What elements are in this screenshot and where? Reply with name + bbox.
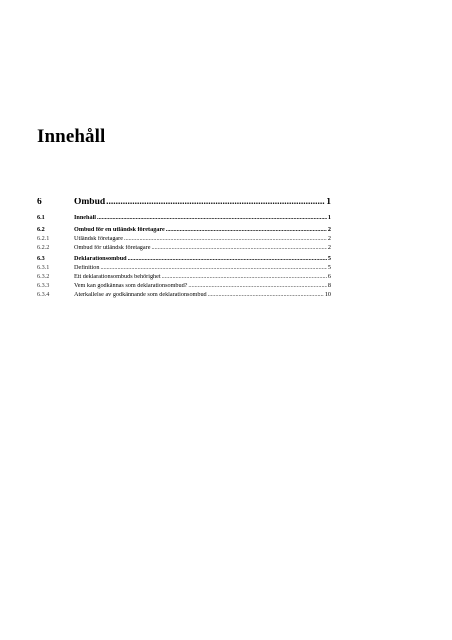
toc-entry[interactable] xyxy=(37,265,331,271)
toc-entry-title: Återkallelse av godkännande som deklarationsombud xyxy=(74,292,207,298)
toc-entry-page: 5 xyxy=(327,256,331,262)
toc-entry-title: Vem kan godkännas som deklarationsombud? xyxy=(74,283,188,289)
toc-entry[interactable] xyxy=(37,215,331,221)
toc-entry-number: 6.2.2 xyxy=(37,245,50,251)
toc-entry[interactable] xyxy=(37,283,331,289)
toc-leader-dots xyxy=(100,265,326,271)
toc-entry[interactable] xyxy=(37,292,331,298)
toc-entry-title: Deklarationsombud xyxy=(74,256,127,262)
toc-leader-dots xyxy=(124,236,327,242)
toc-entry[interactable] xyxy=(37,256,331,262)
toc-entry-page: 8 xyxy=(327,283,331,289)
page-heading: Innehåll xyxy=(37,126,106,147)
toc-leader-dots xyxy=(162,274,327,280)
toc-entry-title: Innehåll xyxy=(74,215,97,221)
toc-leader-dots xyxy=(151,245,326,251)
toc-entry[interactable] xyxy=(37,227,331,233)
toc-entry-title: Definition xyxy=(74,265,100,271)
toc-entry-page: 5 xyxy=(327,265,331,271)
toc-entry-number: 6.3.2 xyxy=(37,274,50,280)
toc-leader-dots xyxy=(208,292,324,298)
toc-entry-number: 6.3 xyxy=(37,256,45,262)
toc-entry-title: Ombud för utländsk företagare xyxy=(74,245,151,251)
toc-entry-number: 6.3.3 xyxy=(37,283,50,289)
toc-entry-page: 2 xyxy=(327,236,331,242)
toc-entry-number: 6.2.1 xyxy=(37,236,50,242)
toc-leader-dots xyxy=(128,256,327,262)
toc-entry-number: 6.3.1 xyxy=(37,265,50,271)
toc-entry-title: Ombud för en utländsk företagare xyxy=(74,227,165,233)
toc-entry-page: 1 xyxy=(327,215,331,221)
toc-entry-page: 10 xyxy=(324,292,331,298)
toc-leader-dots xyxy=(188,283,326,289)
toc-entry[interactable] xyxy=(37,236,331,242)
toc-entry-title: Utländsk företagare xyxy=(74,236,123,242)
toc-entry[interactable] xyxy=(37,198,331,208)
toc-entry-page: 6 xyxy=(327,274,331,280)
toc-entry-number: 6 xyxy=(37,198,42,207)
toc-entry-page: 1 xyxy=(326,198,331,207)
toc-entry[interactable] xyxy=(37,274,331,280)
toc-entry-number: 6.3.4 xyxy=(37,292,50,298)
toc-leader-dots xyxy=(166,227,327,233)
toc-entry-page: 2 xyxy=(327,245,331,251)
toc-entry-title: Ett deklarationsombuds behörighet xyxy=(74,274,161,280)
toc-entry-page: 2 xyxy=(327,227,331,233)
toc-entry-title: Ombud xyxy=(74,198,106,207)
toc-entry-number: 6.1 xyxy=(37,215,45,221)
toc-entry-number: 6.2 xyxy=(37,227,45,233)
toc-entry[interactable] xyxy=(37,245,331,251)
toc-leader-dots xyxy=(106,198,325,208)
toc-leader-dots xyxy=(97,215,327,221)
